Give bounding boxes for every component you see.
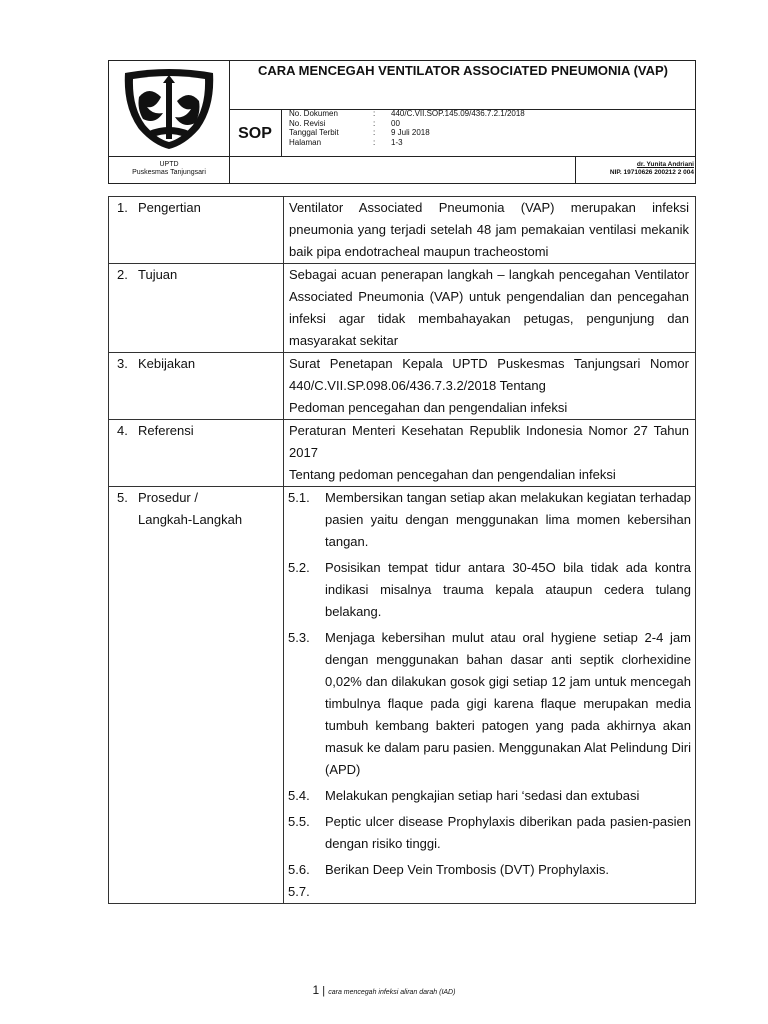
meta-row-revision: No. Revisi : 00: [289, 118, 400, 128]
unit-name: [109, 157, 229, 184]
meta-row-doc-number: No. Dokumen : 440/C.VII.SOP.145.09/436.7.2.1/2018: [289, 109, 525, 118]
list-item: 5.1. Membersikan tangan setiap akan melakukan kegiatan terhadap pasien yaitu dengan menggunakan lima momen kebersihan tangan.: [288, 490, 691, 549]
row-pengertian: 1. Pengertian Ventilator Associated Pneumonia (VAP) merupakan infeksi pneumonia yang terjadi setelah 48 jam pemakaian ventilasi mekanik baik pipa endotracheal maupun tracheostomi: [109, 197, 696, 264]
text-pengertian: Ventilator Associated Pneumonia (VAP) merupakan infeksi pneumonia yang terjadi setelah 48 jam pemakaian ventilasi mekanik baik pipa endotracheal maupun tracheostomi: [284, 197, 696, 264]
label-pengertian: Pengertian: [138, 200, 201, 215]
sop-content-table: [108, 196, 696, 904]
text-kebijakan: Surat Penetapan Kepala UPTD Puskesmas Tanjungsari Nomor 440/C.VII.SP.098.06/436.7.3.2/2018 Tentang Pedoman pencegahan dan pengendalian infeksi: [284, 353, 696, 420]
sop-label: SOP: [238, 124, 272, 142]
document-title: CARA MENCEGAH VENTILATOR ASSOCIATED PNEUMONIA (VAP): [258, 63, 668, 78]
row-kebijakan: 3. Kebijakan Surat Penetapan Kepala UPTD Puskesmas Tanjungsari Nomor 440/C.VII.SP.098.06/436.7.3.2/2018 Tentang Pedoman pencegahan dan pengendalian infeksi: [109, 353, 696, 420]
procedure-steps: [284, 487, 696, 904]
signer-name: dr. Yunita Andriani: [636, 161, 694, 168]
list-item: 5.6. Berikan Deep Vein Trombosis (DVT) Prophylaxis.: [288, 862, 609, 877]
list-item: 5.2. Posisikan tempat tidur antara 30-45O bila tidak ada kontra indikasi misalnya trauma kepala ataupun cedera tulang belakang.: [288, 560, 691, 619]
text-referensi: Peraturan Menteri Kesehatan Republik Indonesia Nomor 27 Tahun 2017 Tentang pedoman pencegahan dan pengendalian infeksi: [284, 420, 696, 487]
row-referensi: 4. Referensi Peraturan Menteri Kesehatan Republik Indonesia Nomor 27 Tahun 2017 Tentang pedoman pencegahan dan pengendalian infeksi: [109, 420, 696, 487]
list-item: 5.4. Melakukan pengkajian setiap hari ‘sedasi dan extubasi: [288, 788, 640, 803]
label-kebijakan: Kebijakan: [138, 356, 196, 371]
logo: [109, 61, 229, 156]
unit-line-1: UPTD: [159, 161, 179, 168]
shield-emblem-icon: [119, 67, 219, 151]
list-item: 5.5. Peptic ulcer disease Prophylaxis diberikan pada pasien-pasien dengan risiko tinggi.: [288, 814, 691, 851]
row-prosedur: 5. Prosedur / Langkah-Langkah 5.1. Membersikan tangan setiap akan melakukan kegiatan terhadap pasien yaitu dengan menggunakan lima momen kebersihan tangan. 5.2. Posisikan tempat tidur antara 30-45O bila tidak ada kontra indikasi misalnya trauma kepala ataupun cedera tulang belakang. 5.3. Menjaga kebersihan mulut atau oral hygiene setiap 2-4 jam dengan menggunakan bahan dasar anti septik clorhexidine 0,02% dan dilakukan gosok gigi setiap 12 jam untuk mencegah timbulnya flaque pada gigi karena flaque merupakan media tumbuh kembang bakteri patogen yang pada akhirnya akan masuk ke dalam paru pasien. Menggunakan Alat Pelindung Diri (APD) 5.4. Melakukan pengkajian setiap hari ‘sedasi dan extubasi 5.5. Peptic ulcer disease Prophylaxis diberikan pada pasien-pasien dengan risiko tinggi. 5.6. Berikan Deep Vein Trombosis (DVT) Prophylaxis. 5.7.: [109, 487, 696, 904]
label-prosedur: Prosedur /: [138, 490, 198, 505]
meta-row-issue-date: Tanggal Terbit : 9 Juli 2018: [289, 128, 430, 137]
label-tujuan: Tujuan: [138, 267, 178, 282]
unit-line-2: Puskesmas Tanjungsari: [132, 169, 206, 176]
meta-row-page: Halaman : 1-3: [289, 137, 403, 147]
signer: [579, 161, 694, 177]
text-tujuan: Sebagai acuan penerapan langkah – langkah pencegahan Ventilator Associated Pneumonia (VAP) untuk pengendalian dan pencegahan infeksi agar tidak membahayakan petugas, pengunjung dan masyarakat sekitar: [284, 264, 696, 353]
label-langkah: Langkah-Langkah: [138, 512, 243, 527]
document-meta: [289, 109, 525, 147]
label-referensi: Referensi: [138, 423, 194, 438]
page-footer: 1 | cara mencegah infeksi aliran darah (IAD): [312, 983, 456, 997]
list-item: 5.7.: [288, 884, 310, 899]
footer-text: cara mencegah infeksi aliran darah (IAD): [328, 989, 456, 996]
list-item: 5.3. Menjaga kebersihan mulut atau oral hygiene setiap 2-4 jam dengan menggunakan bahan dasar anti septik clorhexidine 0,02% dan dilakukan gosok gigi setiap 12 jam untuk mencegah timbulnya flaque pada gigi karena flaque merupakan media tumbuh kembang bakteri patogen yang pada akhirnya akan masuk ke dalam paru pasien. Menggunakan Alat Pelindung Diri (APD): [288, 630, 691, 777]
signer-nip: NIP. 19710626 200212 2 004: [609, 169, 694, 176]
row-tujuan: 2. Tujuan Sebagai acuan penerapan langkah – langkah pencegahan Ventilator Associated Pneumonia (VAP) untuk pengendalian dan pencegahan infeksi agar tidak membahayakan petugas, pengunjung dan masyarakat sekitar: [109, 264, 696, 353]
page-number: 1: [312, 983, 320, 997]
document-header: [108, 60, 696, 184]
